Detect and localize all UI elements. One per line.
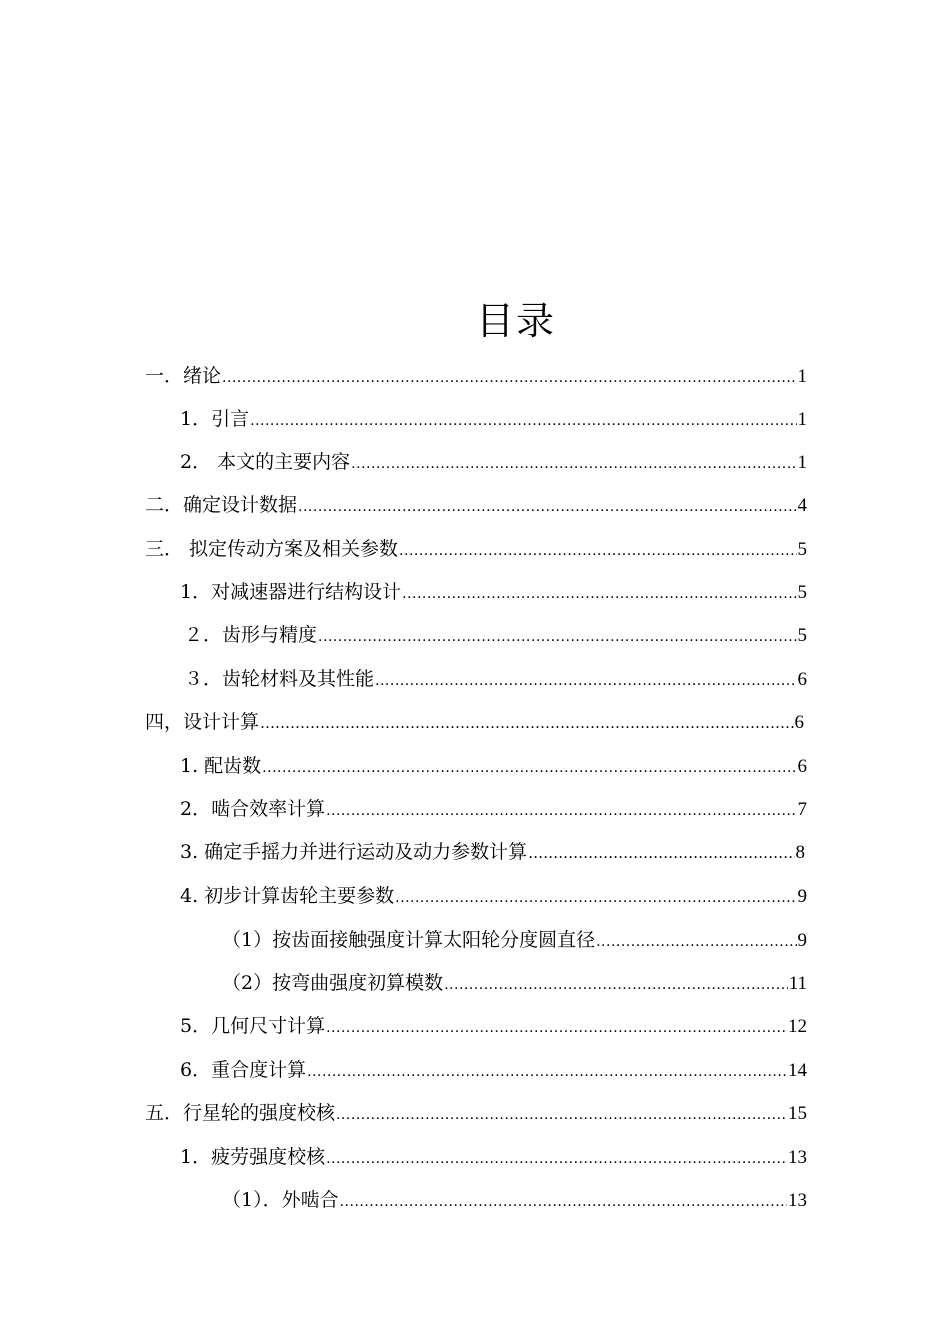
toc-entry-3-1[interactable] [180,576,807,608]
dot-leader [318,621,796,653]
toc-entry-1-1[interactable] [180,403,807,435]
toc-entry-page-number: 6 [797,669,807,690]
toc-entry-page-number: 6 [797,756,807,777]
dot-leader [326,1012,787,1044]
page-title: 目录 [475,299,556,343]
toc-entry-chapter-3[interactable] [145,533,807,565]
toc-entry-page-number: 4 [797,495,807,516]
dot-leader [250,405,796,437]
toc-entry-4-5[interactable] [180,1010,807,1042]
toc-entry-page-number: 13 [788,1190,807,1211]
toc-entry-1-2[interactable] [180,446,807,478]
toc-entry-label: 3. 确定手摇力并进行运动及动力参数计算 [180,841,528,863]
dot-leader [336,1099,787,1131]
dot-leader [528,837,794,870]
toc-entry-page-number: 14 [788,1060,807,1081]
toc-entry-4-4-2[interactable] [222,967,807,999]
toc-entry-page-number: 6 [794,712,804,733]
toc-entry-page-number: 5 [797,582,807,603]
toc-entry-3-2[interactable] [184,619,807,651]
toc-entry-label: 四，设计计算 [145,711,260,733]
dot-leader [351,448,796,480]
toc-entry-4-1[interactable] [180,750,807,782]
toc-entry-page-number: 5 [797,539,807,560]
dot-leader [375,665,796,697]
toc-entry-4-4-1[interactable] [222,924,807,956]
toc-entry-label: 6．重合度计算 [180,1059,307,1081]
dot-leader [307,1056,787,1088]
dot-leader [402,578,796,610]
toc-entry-page-number: 11 [788,973,807,994]
toc-entry-label: 1. 配齿数 [180,755,262,777]
toc-entry-4-3[interactable] [180,836,805,868]
toc-entry-5-1[interactable] [180,1141,807,1173]
toc-entry-page-number: 13 [788,1147,807,1168]
dot-leader [596,926,796,958]
toc-entry-label: 1．疲劳强度校核 [180,1146,326,1168]
dot-leader [444,969,788,1001]
dot-leader [260,707,793,740]
toc-entry-label: （1）．外啮合 [222,1189,339,1211]
toc-entry-page-number: 7 [797,799,807,820]
toc-entry-label: 一．绪论 [145,365,222,387]
toc-entry-label: 4. 初步计算齿轮主要参数 [180,885,395,907]
dot-leader [222,362,796,394]
toc-entry-page-number: 9 [797,886,807,907]
dot-leader [395,882,796,914]
toc-entry-3-3[interactable] [184,663,807,695]
dot-leader [326,1143,787,1175]
dot-leader [340,1186,787,1218]
toc-entry-label: ２．齿形与精度 [184,624,318,646]
toc-entry-label: （2）按弯曲强度初算模数 [222,972,444,994]
dot-leader [399,535,796,567]
toc-entry-label: 1．对减速器进行结构设计 [180,581,402,603]
toc-entry-4-6[interactable] [180,1054,807,1086]
toc-entry-page-number: 1 [797,452,807,473]
toc-entry-label: 二．确定设计数据 [145,494,298,516]
toc-entry-page-number: 12 [788,1016,807,1037]
toc-entry-label: 5．几何尺寸计算 [180,1015,326,1037]
toc-entry-label: 1．引言 [180,408,250,430]
toc-entry-4-4[interactable] [180,880,807,912]
dot-leader [262,752,796,784]
dot-leader [298,491,796,523]
toc-entry-page-number: 8 [795,842,805,863]
toc-entry-label: ３．齿轮材料及其性能 [184,668,375,690]
toc-entry-5-1-1[interactable] [222,1184,807,1216]
toc-entry-label: 三． 拟定传动方案及相关参数 [145,538,399,560]
toc-entry-page-number: 1 [797,366,807,387]
toc-entry-chapter-2[interactable] [145,489,807,521]
toc-entry-label: 2．啮合效率计算 [180,798,326,820]
toc-entry-label: （1）按齿面接触强度计算太阳轮分度圆直径 [222,929,596,951]
toc-entry-page-number: 1 [797,409,807,430]
dot-leader [326,795,796,827]
toc-entry-chapter-5[interactable] [145,1097,807,1129]
toc-entry-label: 2． 本文的主要内容 [180,451,351,473]
toc-entry-4-2[interactable] [180,793,807,825]
toc-entry-chapter-4[interactable] [145,706,804,738]
toc-entry-label: 五．行星轮的强度校核 [145,1102,336,1124]
toc-entry-page-number: 9 [797,930,807,951]
toc-entry-chapter-1[interactable] [145,360,807,392]
toc-entry-page-number: 5 [797,625,807,646]
toc-entry-page-number: 15 [788,1103,807,1124]
